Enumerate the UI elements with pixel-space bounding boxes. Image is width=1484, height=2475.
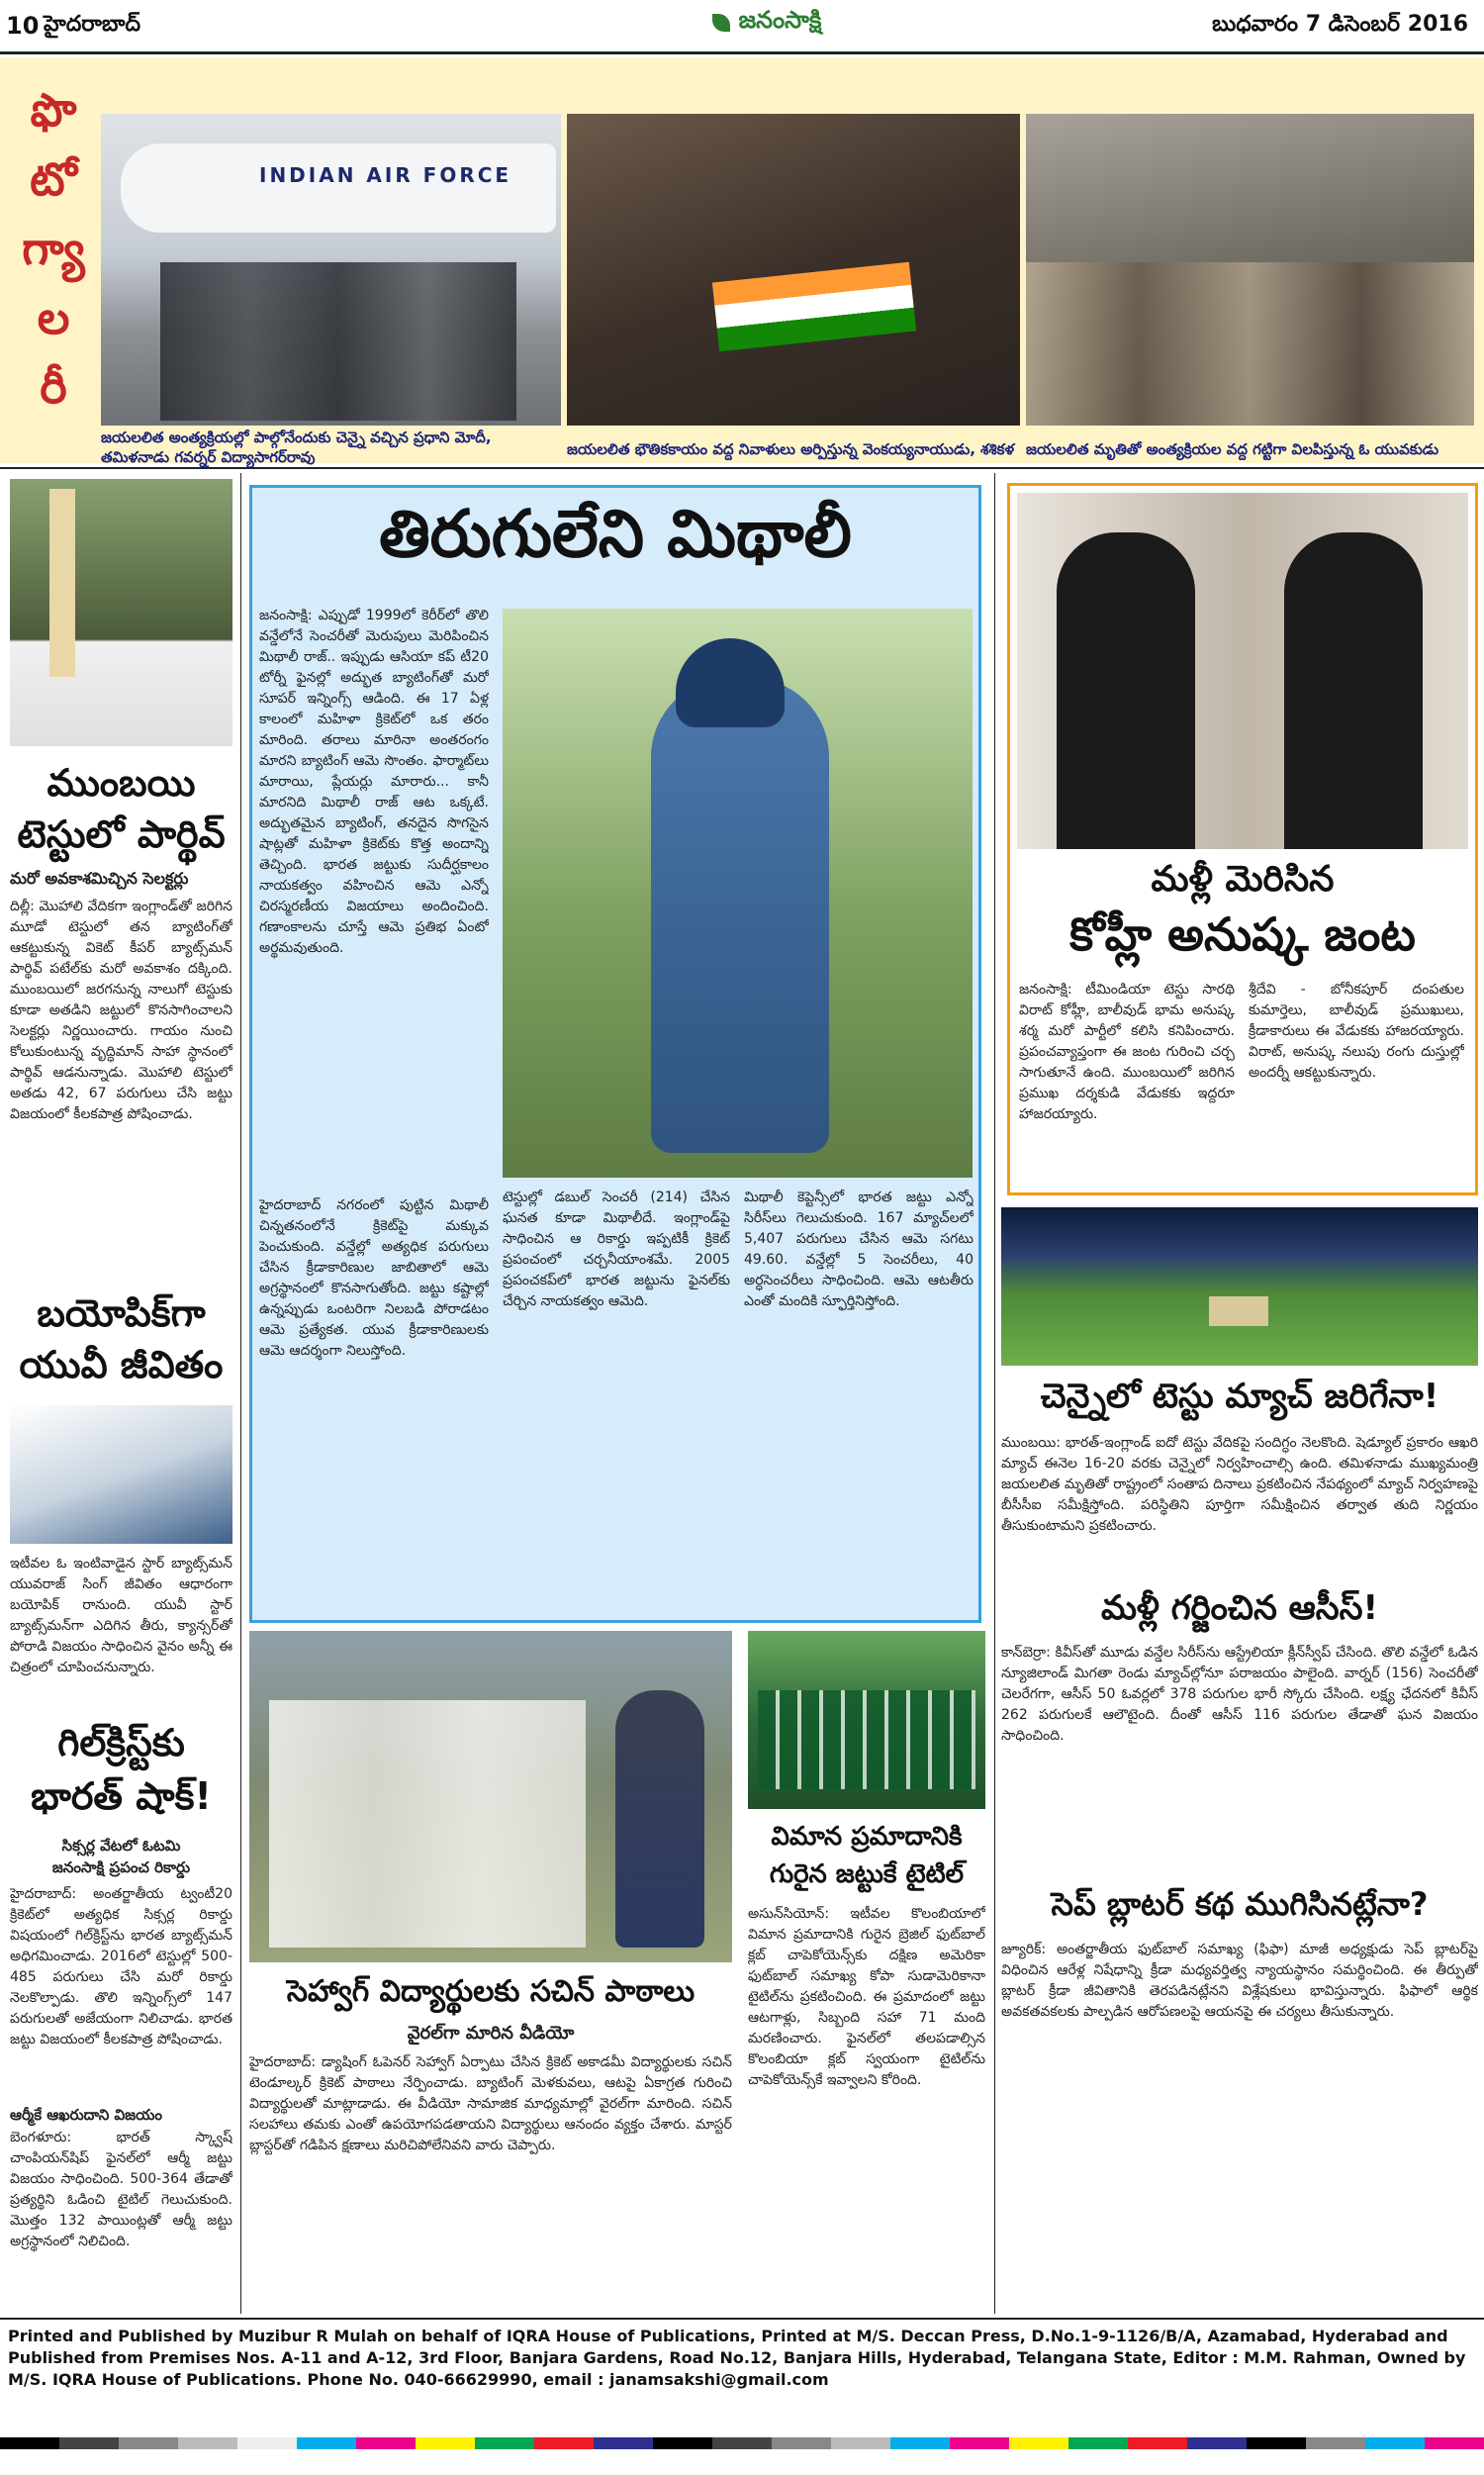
mithali-photo [503, 609, 973, 1178]
imprint-line: Printed and Published by Muzibur R Mulah on behalf of IQRA House of Publications, Printed at M/S. Deccan Press, D.No.1-9-1126/B/A, Azamabad, Hyderabad and Published from Premises Nos. A-11 and A-12, 3rd Floor, Banjara Gardens, Road No.12, Banjara Hills, Hyderabad, Telangana State, Editor : M.M. Rahman, Owned by M/S. IQRA House of Publications. Phone No. 040-66629990, email : janamsakshi@gmail.com [8, 2327, 1466, 2389]
gallery-label [10, 69, 97, 445]
yuvi-body: ఇటీవల ఓ ఇంటివాడైన స్టార్ బ్యాట్స్‌మన్ యువరాజ్ సింగ్ జీవితం ఆధారంగా బయోపిక్ రానుంది. యువీ స్టార్ బ్యాట్స్‌మన్‌గా ఎదిగిన తీరు, క్యాన్సర్‌తో పోరాడి విజయం సాధించిన వైనం అన్నీ ఈ చిత్రంలో చూపించనున్నారు. [10, 1556, 232, 1675]
crowd-shape [1026, 262, 1474, 426]
gilchrist-kicker: జనంసాక్షి ప్రపంచ రికార్డు [51, 1858, 191, 1876]
mithali-body: మిథాలీ కెప్టెన్సీలో భారత జట్టు ఎన్నో సిరీస్‌లు గెలుచుకుంది. 167 మ్యాచ్‌లలో 5,407 పరుగులు చేసిన ఆమె సగటు 49.60. వన్డేల్లో 5 సెంచరీలు, 40 అర్ధసెంచరీలు సాధించింది. ఆమె ఆటతీరు ఎంతో మందికి స్ఫూర్తినిస్తోంది. [744, 1190, 974, 1309]
kohli-headline: మళ్లీ మెరిసిన [1151, 859, 1335, 900]
gallery-char: రీ [40, 360, 67, 414]
gallery-caption: జయలలిత భౌతికకాయం వద్ద నివాళులు అర్పిస్తున్న వెంకయ్యనాయుడు, శశికళ [567, 440, 1015, 458]
yuvi-headline: బయోపిక్‌గా [37, 1291, 206, 1335]
couple-left [1057, 532, 1195, 849]
gallery-char: టో [30, 152, 77, 206]
blatter-headline: సెప్ బ్లాటర్ కథ ముగిసినట్లేనా? [1051, 1885, 1429, 1923]
parthiv-body: దిల్లీ: మొహాలి వేదికగా ఇంగ్లాండ్‌తో జరిగిన మూడో టెస్టులో తన బ్యాటింగ్‌తో ఆకట్టుకున్న వికెట్ కీపర్ బ్యాట్స్‌మన్ పార్థివ్ పటేల్‌కు మరో అవకాశం దక్కింది. ముంబయిలో జరగనున్న నాలుగో టెస్టుకు కూడా అతడిని జట్టులో కొనసాగించాలని సెలక్టర్లు నిర్ణయించారు. గాయం నుంచి కోలుకుంటున్న వృద్ధిమాన్ సాహా స్థానంలో పార్థివ్ ఆడనున్నాడు. మొహాలి టెస్టులో అతడు 42, 67 పరుగులు చేసి జట్టు విజయంలో కీలకపాత్ర పోషించాడు. [10, 899, 232, 1122]
cricket-bat-shape [49, 489, 75, 677]
sachin-students-photo [249, 1631, 732, 1962]
chapecoense-headline: విమాన ప్రమాదానికి [771, 1822, 963, 1852]
yuvi-headline: యువీ జీవితం [19, 1343, 224, 1386]
aircraft-shape [121, 143, 556, 233]
sehwag-headline: సెహ్వాగ్ విద్యార్థులకు సచిన్ పాఠాలు [286, 1974, 696, 2009]
gallery-caption: జయలలిత అంత్యక్రియల్లో పాల్గోనేందుకు చెన్నై వచ్చిన ప్రధాని మోదీ, తమిళనాడు గవర్నర్ విద్యాసాగర్‌రావు [101, 428, 492, 466]
sehwag-body: హైదరాబాద్: డ్యాషింగ్ ఓపెనర్ సెహ్వాగ్ ఏర్పాటు చేసిన క్రికెట్ అకాడమీ విద్యార్థులకు సచిన్ టెండూల్కర్ క్రికెట్ పాఠాలు నేర్పించాడు. బ్యాటింగ్ మెళకువలు, ఆటపై ఏకాగ్రత గురించి విద్యార్థులతో మాట్లాడాడు. ఈ వీడియో సామాజిక మాధ్యమాల్లో వైరల్‌గా మారింది. సచిన్ సలహాలు తమకు ఎంతో ఉపయోగపడతాయని విద్యార్థులు ఆనందం వ్యక్తం చేశారు. మాస్టర్ బ్లాస్టర్‌తో గడిపిన క్షణాలు మరిచిపోలేనివని వారు చెప్పారు. [249, 2054, 732, 2153]
page-number: 10 [6, 12, 40, 40]
aircraft-livery: INDIAN AIR FORCE [259, 163, 512, 187]
player-figure [651, 678, 829, 1153]
helmet-shape [676, 638, 785, 727]
aussies-body: కాన్‌బెర్రా: కివీస్‌తో మూడు వన్డేల సిరీస్‌ను ఆస్ట్రేలియా క్లీన్‌స్వీప్ చేసింది. తొలి వన్డేలో ఓడిన న్యూజిలాండ్ మిగతా రెండు మ్యాచ్‌ల్లోనూ పరాజయం పాలైంది. వార్నర్ (156) సెంచరీతో చెలరేగగా, ఆసీస్ 50 ఓవర్లలో 378 పరుగుల భారీ స్కోరు చేసింది. లక్ష్య ఛేదనలో కివీస్ 262 పరుగులకే ఆలౌటైంది. దీంతో ఆసీస్ 116 పరుగుల తేడాతో ఘన విజయం సాధించింది. [1001, 1645, 1478, 1744]
parthiv-kicker: మరో అవకాశమిచ్చిన సెలక్టర్లు [10, 869, 189, 888]
gallery-photo-modi [101, 114, 561, 426]
parthiv-headline: ముంబయి [46, 761, 196, 805]
city-label: హైదరాబాద్ [44, 12, 140, 37]
parthiv-headline: టెస్టులో పార్థివ్ [17, 812, 226, 856]
kohli-body: శ్రీదేవి - బోనీకపూర్ దంపతుల కుమార్తెలు, బాలీవుడ్ ప్రముఖులు, క్రీడాకారులు ఈ వేడుకకు హాజరయ్యారు. విరాట్, అనుష్క నలుపు రంగు దుస్తుల్లో అందర్నీ ఆకట్టుకున్నారు. [1249, 982, 1464, 1081]
gallery-photo-mourner [1026, 114, 1474, 426]
column-rule [240, 473, 241, 2314]
chennai-stadium-photo [1001, 1207, 1478, 1366]
mithali-body: హైదరాబాద్ నగరంలో పుట్టిన మిథాలీ చిన్నతనంలోనే క్రికెట్‌పై మక్కువ పెంచుకుంది. వన్డేల్లో అత్యధిక పరుగులు చేసిన క్రీడాకారిణుల జాబితాలో ఆమె అగ్రస్థానంలో కొనసాగుతోంది. జట్టు కష్టాల్లో ఉన్నప్పుడు ఒంటరిగా నిలబడి పోరాడటం ఆమె ప్రత్యేకత. యువ క్రీడాకారిణులకు ఆమె ఆదర్శంగా నిలుస్తోంది. [259, 1197, 489, 1359]
footer-rule [0, 2318, 1484, 2320]
header-rule [0, 51, 1484, 54]
flag-draped-casket [712, 262, 916, 352]
parthiv-photo [10, 479, 232, 746]
leaf-icon [712, 14, 730, 32]
mithali-headline: తిరుగులేని మిథాలీ [379, 496, 852, 572]
paper-logo [683, 6, 851, 44]
gallery-caption: జయలలిత మృతితో అంత్యక్రియల వద్ద గట్టిగా విలపిస్తున్న ఓ యువకుడు [1026, 440, 1439, 458]
column-rule [994, 473, 995, 2314]
gallery-char: ఫొ [30, 83, 77, 137]
gallery-char: ల [37, 291, 70, 344]
students-group [269, 1700, 586, 1948]
pitch-strip [1209, 1296, 1268, 1326]
mithali-body: జనంసాక్షి: ఎప్పుడో 1999లో కెరీర్‌లో తొలి వన్డేలోనే సెంచరీతో మెరుపులు మెరిపించిన మిథాలీ రాజ్.. ఇప్పుడు ఆసియా కప్ టీ20 టోర్నీ ఫైనల్లో అద్భుత బ్యాటింగ్‌తో మరో సూపర్ ఇన్నింగ్స్ ఆడింది. ఈ 17 ఏళ్ల కాలంలో మహిళా క్రికెట్‌లో ఒక తరం మారింది. తరాలు మారినా అంతరంగం మారని బ్యాటింగ్ ఆమె సొంతం. ఫార్మాట్‌లు మారాయి, ప్లేయర్లు మారారు... కానీ మారనిది మిథాలీ రాజ్ ఆట ఒక్కటే. అద్భుతమైన బ్యాటింగ్, తనదైన సొగసైన షాట్లతో మహిళా క్రికెట్‌కు కొత్త అందాన్ని తెచ్చింది. భారత జట్టుకు సుదీర్ఘకాలం నాయకత్వం వహించిన ఆమె ఎన్నో చిరస్మరణీయ విజయాలు అందించింది. గణాంకాలను చూస్తే ఆమె ప్రతిభ ఏంటో అర్థమవుతుంది. [259, 608, 489, 956]
yuvi-photo [10, 1405, 232, 1544]
kohli-body: జనంసాక్షి: టీమిండియా టెస్టు సారథి విరాట్ కోహ్లీ, బాలీవుడ్ భామ అనుష్క శర్మ మరో పార్టీలో కలిసి కనిపించారు. ప్రపంచవ్యాప్తంగా ఈ జంట గురించి చర్చ సాగుతూనే ఉంది. ముంబయిలో జరిగిన ప్రముఖ దర్శకుడి వేడుకకు ఇద్దరూ హాజరయ్యారు. [1019, 982, 1235, 1122]
issue-date: బుధవారం 7 డిసెంబర్ 2016 [1212, 12, 1468, 37]
paper-name: జనంసాక్షి [738, 6, 822, 34]
team-row [758, 1690, 975, 1789]
gallery-photo-tribute [567, 114, 1020, 426]
people-group [160, 262, 516, 421]
blatter-body: జ్యూరిక్: అంతర్జాతీయ ఫుట్‌బాల్ సమాఖ్య (ఫిఫా) మాజీ అధ్యక్షుడు సెప్ బ్లాటర్‌పై విధించిన ఆరేళ్ల నిషేధాన్ని క్రీడా మధ్యవర్తిత్వ న్యాయస్థానం సమర్థించింది. ఈ తీర్పుతో బ్లాటర్ క్రీడా జీవితానికి తెరపడినట్లేనని విశ్లేషకులు భావిస్తున్నారు. ఫిఫాలో ఆర్థిక అవకతవకలకు పాల్పడిన ఆరోపణలపై ఆయనపై ఈ చర్యలు తీసుకున్నారు. [1001, 1942, 1478, 2020]
mithali-body: టెస్టుల్లో డబుల్ సెంచరీ (214) చేసిన ఘనత కూడా మిథాలీదే. ఇంగ్లాండ్‌పై సాధించిన ఆ రికార్డు ఇప్పటికీ క్రికెట్ ప్రపంచంలో చర్చనీయాంశమే. 2005 ప్రపంచకప్‌లో భారత జట్టును ఫైనల్‌కు చేర్చిన నాయకత్వం ఆమెది. [503, 1190, 730, 1309]
couple-right [1284, 532, 1423, 849]
gilchrist-headline: గిల్‌క్రిస్ట్‌కు [57, 1721, 185, 1764]
chapecoense-body: అసున్‌సియోన్: ఇటీవల కొలంబియాలో విమాన ప్రమాదానికి గురైన బ్రెజిల్ ఫుట్‌బాల్ క్లబ్ చాపెకోయెన్స్‌కు దక్షిణ అమెరికా ఫుట్‌బాల్ సమాఖ్య కోపా సుడామెరికానా టైటిల్‌ను ప్రకటించింది. ఈ ప్రమాదంలో జట్టు ఆటగాళ్లు, సిబ్బంది సహా 71 మంది మరణించారు. ఫైనల్‌లో తలపడాల్సిన కొలంబియా క్లబ్ స్వయంగా టైటిల్‌ను చాపెకోయెన్స్‌కే ఇవ్వాలని కోరింది. [748, 1906, 985, 2088]
sachin-figure [615, 1690, 704, 1948]
army-subhead: ఆర్మీకే ఆఖరుదాని విజయం [10, 2106, 163, 2124]
aussies-headline: మళ్లీ గర్జించిన ఆసీస్! [1100, 1588, 1379, 1628]
page-header [0, 0, 1484, 49]
chapecoense-team-photo [748, 1631, 985, 1809]
chennai-headline: చెన్నైలో టెస్టు మ్యాచ్ జరిగేనా! [1040, 1377, 1439, 1416]
gallery-char: గ్యా [22, 222, 85, 275]
chapecoense-headline: గురైన జట్టుకే టైటిల్ [769, 1859, 965, 1889]
army-body: బెంగళూరు: భారత్ స్క్వాష్ చాంపియన్‌షిప్ ఫైనల్‌లో ఆర్మీ జట్టు విజయం సాధించింది. 500-364 తేడాతో ప్రత్యర్థిని ఓడించి టైటిల్ గెలుచుకుంది. మొత్తం 132 పాయింట్లతో ఆర్మీ జట్టు అగ్రస్థానంలో నిలిచింది. [10, 2130, 232, 2249]
kohli-headline: కోహ్లీ అనుష్క జంట [1069, 907, 1416, 961]
sehwag-kicker: వైరల్‌గా మారిన వీడియో [407, 2023, 575, 2044]
gilchrist-body: హైదరాబాద్: అంతర్జాతీయ ట్వంటీ20 క్రికెట్‌లో అత్యధిక సిక్సర్ల రికార్డు విషయంలో గిల్‌క్రిస్ట్‌ను భారత బ్యాట్స్‌మన్ అధిగమించాడు. 2016లో టెస్టుల్లో 500-485 పరుగులు చేసి మరో రికార్డు నెలకొల్పాడు. తొలి ఇన్నింగ్స్‌లో 147 పరుగులతో అజేయంగా నిలిచాడు. భారత జట్టు విజయంలో కీలకపాత్ర పోషించాడు. [10, 1886, 232, 2047]
kohli-photo [1017, 493, 1468, 849]
chennai-body: ముంబయి: భారత్-ఇంగ్లాండ్ ఐదో టెస్టు వేదికపై సందిగ్ధం నెలకొంది. షెడ్యూల్ ప్రకారం ఆఖరి మ్యాచ్ ఈనెల 16-20 వరకు చెన్నైలో నిర్వహించాల్సి ఉంది. తమిళనాడు ముఖ్యమంత్రి జయలలిత మృతితో రాష్ట్రంలో సంతాప దినాలు ప్రకటించిన నేపథ్యంలో మ్యాచ్ నిర్వహణపై బీసీసీఐ సమీక్షిస్తోంది. పరిస్థితిని పూర్తిగా సమీక్షించిన తర్వాత తుది నిర్ణయం తీసుకుంటామని ప్రకటించారు. [1001, 1435, 1478, 1534]
gallery-rule [0, 467, 1484, 469]
gilchrist-kicker: సిక్సర్ల వేటలో ఓటమి [61, 1837, 181, 1855]
registration-bar [0, 2434, 1484, 2446]
gilchrist-headline: భారత్ షాక్! [31, 1774, 212, 1818]
